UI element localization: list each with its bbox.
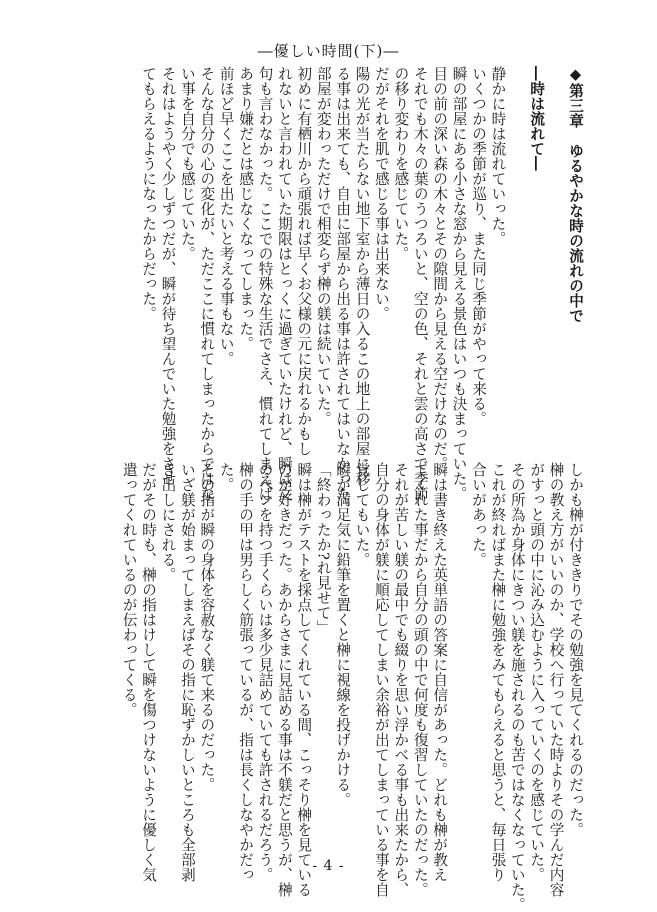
text-line: その所為か身体にきつい躾を施されるのも苦ではなくなっていた。 — [508, 462, 526, 912]
text-line: 自分の身体が躾に順応してしまい余裕が出てしまっている事を自 — [372, 462, 390, 897]
spacer — [507, 66, 526, 446]
text-line: 瞬の部屋にある小さな窓から見える景色はいつも決まっていた。 — [450, 66, 468, 501]
text-line: てもらえるようになったからだった。 — [140, 66, 158, 321]
text-line: 覚してもいた。 — [353, 462, 371, 567]
section-subtitle: ―時は流れて― — [528, 66, 546, 171]
bottom-text-block — [119, 462, 585, 912]
spacer — [546, 66, 565, 446]
text-line: のが好きだった。あからさまに見詰める事は不躾だと思うが、榊 — [275, 462, 293, 897]
text-line: それが苦しい躾の最中でも綴りを思い浮かべる事も出来たから、 — [392, 462, 410, 897]
text-line: 前ほど早くここを出たいと考える事もない。 — [217, 66, 235, 366]
text-line: 「終わったか?れ見せて」 — [314, 462, 332, 636]
page-number: - 4 - — [312, 858, 345, 874]
text-line: あまり嫌だとは感じなくなってしまった。 — [237, 66, 255, 351]
text-line: しかも榊が付ききりでその勉強を見てくれるのだった。 — [567, 462, 584, 837]
text-line: 瞬が満足気に鉛筆を置くと榊に視線を投げかける。 — [334, 462, 352, 807]
text-line: の移り変わりを感じていた。 — [392, 66, 410, 261]
text-line: 部屋が変わっただけで相変らず榊の躾は続いていた。 — [314, 66, 332, 426]
text-line: それでも木々の葉のうつろいと、空の色、それと雲の高さで季節 — [411, 66, 429, 501]
text-line: れないと言われていた期限はとっくに過ぎていたけれど、瞬は文 — [275, 66, 293, 501]
text-line: 陽の光が当たらない地下室から薄日の入るこの地上の部屋に移 — [353, 66, 371, 486]
text-line: いざ躾が始まってしまえばその指に恥ずかしいところも全部剥 — [178, 462, 196, 882]
text-line: 榊の手の甲は男らしく筋張っているが、指は長くしなやかだっ — [237, 462, 255, 882]
text-line: だがその時も、榊の指はけして瞬を傷つけないように優しく気 — [140, 462, 158, 882]
running-header: ―優しい時間(下)― — [257, 42, 400, 60]
text-line: る事は出来ても、自由に部屋から出る事は許されてはいなかった。 — [334, 66, 352, 516]
text-line: これが終ればまた榊に勉強をみてもらえると思うと、毎日張り — [489, 462, 507, 882]
text-line: 目の前の深い森の木々とその隙間から見える空だけなのだ。 — [431, 66, 449, 471]
text-line: 遣ってくれているのが伝わってくる。 — [120, 462, 138, 717]
text-line: い事を自分でも感じていた。 — [178, 66, 196, 261]
text-line: そんな自分の心の変化が、ただここに慣れてしまったからではな — [198, 66, 216, 501]
text-line: き出しにされる。 — [159, 462, 177, 582]
text-line: いくつかの季節が巡り、また同じ季節がやって来る。 — [470, 66, 487, 426]
text-line: てくれた事だから自分の頭の中で何度も復習していたのだった。 — [411, 462, 429, 897]
text-line: た。 — [217, 462, 235, 492]
text-line: のペンを持つ手くらいは多少見詰めていても許されるだろう。 — [256, 462, 274, 882]
text-line: 榊の教え方がいいのか、学校へ行っていた時よりその学んだ内容 — [547, 462, 565, 897]
text-line: それはようやく少しずつだが、瞬が待ち望んでいた勉強をさせ — [159, 66, 177, 486]
text-line: 句も言わなかった。ここでの特殊な生活でさえ、慣れてしまえば — [256, 66, 274, 501]
text-line: 初めに有栖川から頑張れば早くお父様の元に戻れるかもし — [295, 66, 313, 456]
text-line: がすっと頭の中に沁み込むように入っていくのを感じていた。 — [528, 462, 546, 882]
text-line: 瞬は榊がテストを採点してくれている間、こっそり榊を見ている — [295, 462, 313, 897]
text-line: 瞬は書き終えた英単語の答案に自信があった。どれも榊が教え — [431, 462, 449, 882]
text-line: 静かに時は流れていった。 — [489, 66, 507, 246]
text-line: 合いがあった。 — [469, 462, 487, 567]
text-line: だがそれを肌で感じる事は出来ない。 — [372, 66, 390, 321]
text-line: その指が瞬の身体を容赦なく躾て来るのだった。 — [198, 462, 216, 792]
chapter-heading: ◆第三章 ゆるやかな時の流れの中で — [567, 66, 584, 324]
spacer — [449, 462, 468, 847]
